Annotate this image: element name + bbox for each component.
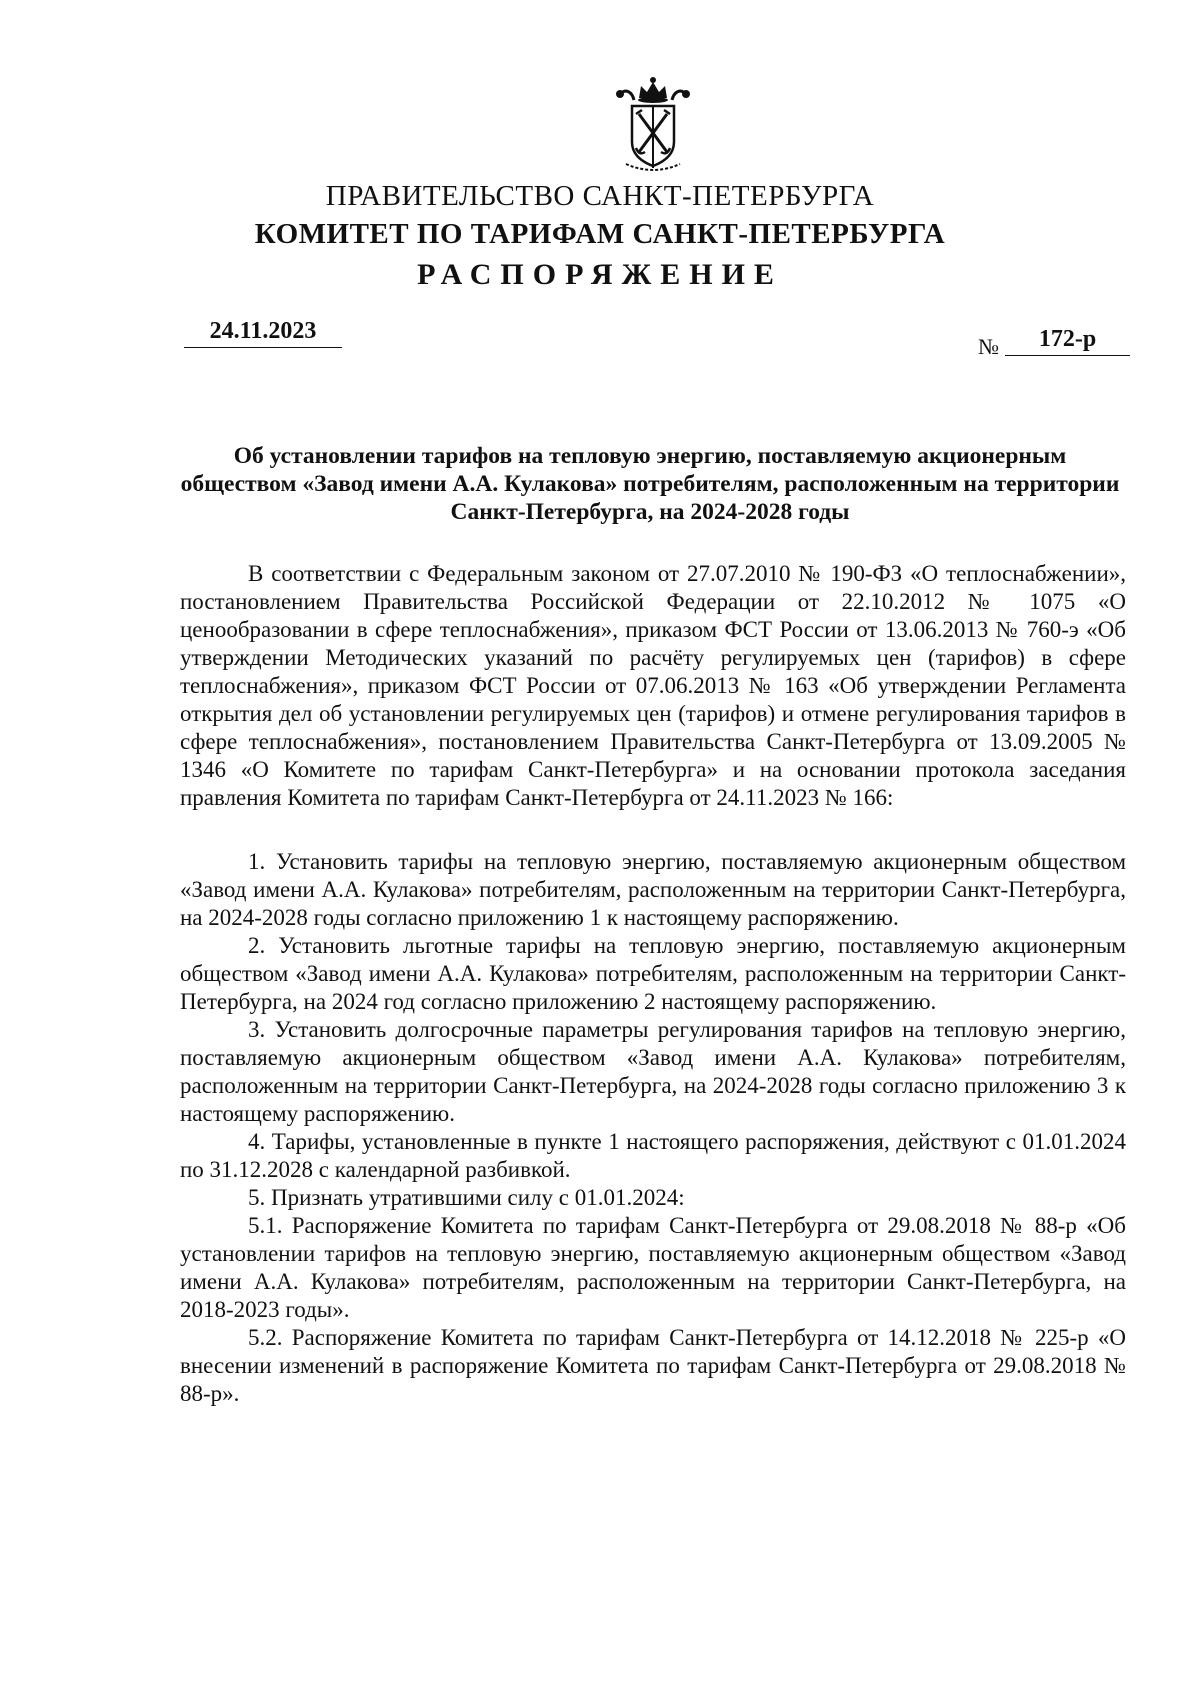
document-date: 24.11.2023 [184, 318, 342, 348]
clause-1: 1. Установить тарифы на тепловую энергию, поставляемую акционерным обществом «Завод имени А.А. Кулакова» потребителям, расположенным на территории Санкт-Петербурга, на 2024-2028 годы согласно приложению 1 к настоящему распоряжению. [180, 849, 1126, 930]
saint-petersburg-coat-of-arms-icon [612, 76, 694, 176]
clause-5: 5. Признать утратившими силу с 01.01.2024: [248, 1185, 685, 1210]
document-type-title: РАСПОРЯЖЕНИЕ [417, 258, 783, 291]
clause-4: 4. Тарифы, установленные в пункте 1 настоящего распоряжения, действуют с 01.01.2024 по 31.12.2028 с календарной разбивкой. [180, 1129, 1126, 1182]
committee-title: КОМИТЕТ ПО ТАРИФАМ САНКТ-ПЕТЕРБУРГА [254, 218, 946, 250]
clause-5-2: 5.2. Распоряжение Комитета по тарифам Санкт-Петербурга от 14.12.2018 № 225-р «О внесении изменений в распоряжение Комитета по тарифам Санкт-Петербурга от 29.08.2018 № 88-р». [180, 1325, 1126, 1406]
preamble-paragraph: В соответствии с Федеральным законом от 27.07.2010 № 190-ФЗ «О теплоснабжении», постановлением Правительства Российской Федерации от 22.10.2012 № 1075 «О ценообразовании в сфере теплоснабжения», приказом ФСТ России от 13.06.2013 № 760-э «Об утверждении Методических указаний по расчёту регулируемых цен (тарифов) в сфере теплоснабжения», приказом ФСТ России от 07.06.2013 № 163 «Об утверждении Регламента открытия дел об установлении регулируемых цен (тарифов) и отмене регулирования тарифов в сфере теплоснабжения», постановлением Правительства Санкт-Петербурга от 13.09.2005 № 1346 «О Комитете по тарифам Санкт-Петербурга» и на основании протокола заседания правления Комитета по тарифам Санкт-Петербурга от 24.11.2023 № 166: [180, 561, 1126, 810]
clause-2: 2. Установить льготные тарифы на тепловую энергию, поставляемую акционерным обществом «Завод имени А.А. Кулакова» потребителям, расположенным на территории Санкт-Петербурга, на 2024 год согласно приложению 2 настоящему распоряжению. [180, 933, 1126, 1014]
document-number: 172-р [1005, 326, 1130, 356]
clause-3: 3. Установить долгосрочные параметры регулирования тарифов на тепловую энергию, поставляемую акционерным обществом «Завод имени А.А. Кулакова» потребителям, расположенным на территории Санкт-Петербурга, на 2024-2028 годы согласно приложению 3 к настоящему распоряжению. [180, 1017, 1126, 1126]
clause-5-1: 5.1. Распоряжение Комитета по тарифам Санкт-Петербурга от 29.08.2018 № 88-р «Об установлении тарифов на тепловую энергию, поставляемую акционерным обществом «Завод имени А.А. Кулакова» потребителям, расположенным на территории Санкт-Петербурга, на 2018-2023 годы». [180, 1213, 1126, 1322]
government-title: ПРАВИТЕЛЬСТВО САНКТ-ПЕТЕРБУРГА [325, 180, 875, 212]
document-body [180, 560, 1126, 1408]
document-subject: Об установлении тарифов на тепловую энергию, поставляемую акционерным обществом «Завод имени А.А. Кулакова» потребителям, расположенным на территории Санкт-Петербурга, на 2024-2028 годы [180, 443, 1120, 525]
number-sign: № [978, 334, 999, 359]
